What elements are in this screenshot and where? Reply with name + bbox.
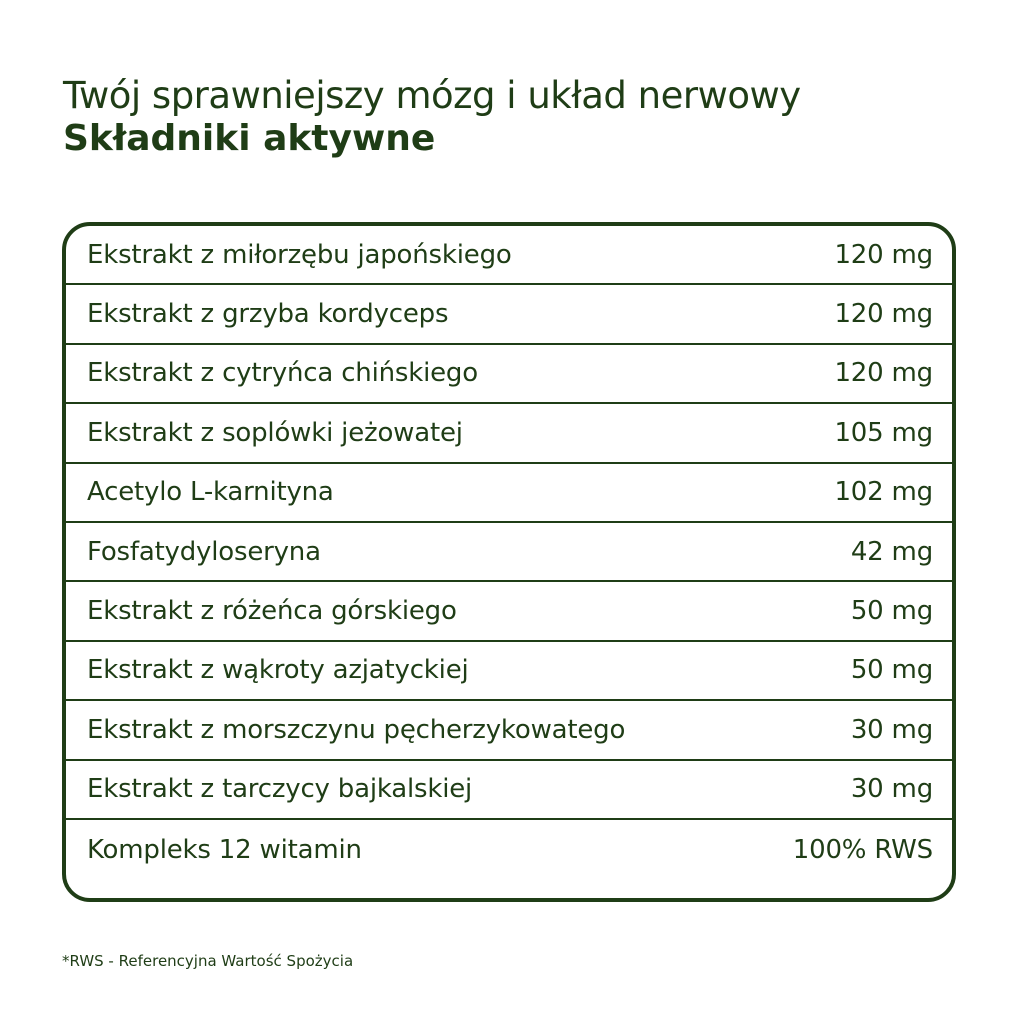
ingredient-name: Ekstrakt z różeńca górskiego — [87, 596, 457, 627]
footnote: *RWS - Referencyjna Wartość Spożycia — [62, 952, 354, 970]
ingredient-name: Ekstrakt z cytryńca chińskiego — [87, 358, 478, 389]
table-row — [66, 226, 952, 285]
ingredient-amount: 42 mg — [850, 536, 933, 567]
ingredient-name: Ekstrakt z grzyba kordyceps — [87, 299, 449, 330]
table-row — [66, 404, 952, 463]
ingredient-name: Ekstrakt z morszczynu pęcherzykowatego — [87, 714, 626, 745]
table-row — [66, 523, 952, 582]
ingredient-amount: 120 mg — [834, 299, 933, 330]
table-row — [66, 464, 952, 523]
table-row — [66, 820, 952, 879]
ingredients-table — [62, 222, 956, 902]
ingredient-amount: 100% RWS — [792, 834, 933, 865]
ingredient-name: Ekstrakt z wąkroty azjatyckiej — [87, 655, 469, 686]
ingredient-amount: 30 mg — [850, 714, 933, 745]
ingredient-amount: 30 mg — [850, 774, 933, 805]
table-row — [66, 345, 952, 404]
table-row — [66, 642, 952, 701]
page-subtitle: Twój sprawniejszy mózg i układ nerwowy — [63, 74, 801, 117]
ingredient-name: Ekstrakt z miłorzębu japońskiego — [87, 239, 512, 270]
ingredient-name: Acetylo L-karnityna — [87, 477, 334, 508]
ingredient-name: Fosfatydyloseryna — [87, 536, 321, 567]
ingredient-amount: 120 mg — [834, 358, 933, 389]
ingredient-name: Ekstrakt z soplówki jeżowatej — [87, 417, 463, 448]
page-title: Składniki aktywne — [63, 118, 436, 159]
ingredient-amount: 50 mg — [850, 655, 933, 686]
ingredient-amount: 120 mg — [834, 239, 933, 270]
table-row — [66, 285, 952, 344]
table-row — [66, 582, 952, 641]
table-row — [66, 761, 952, 820]
ingredient-name: Ekstrakt z tarczycy bajkalskiej — [87, 774, 473, 805]
ingredient-amount: 102 mg — [834, 477, 933, 508]
table-row — [66, 701, 952, 760]
title-block — [63, 74, 963, 160]
ingredient-name: Kompleks 12 witamin — [87, 834, 362, 865]
ingredient-amount: 105 mg — [834, 417, 933, 448]
ingredient-amount: 50 mg — [850, 596, 933, 627]
